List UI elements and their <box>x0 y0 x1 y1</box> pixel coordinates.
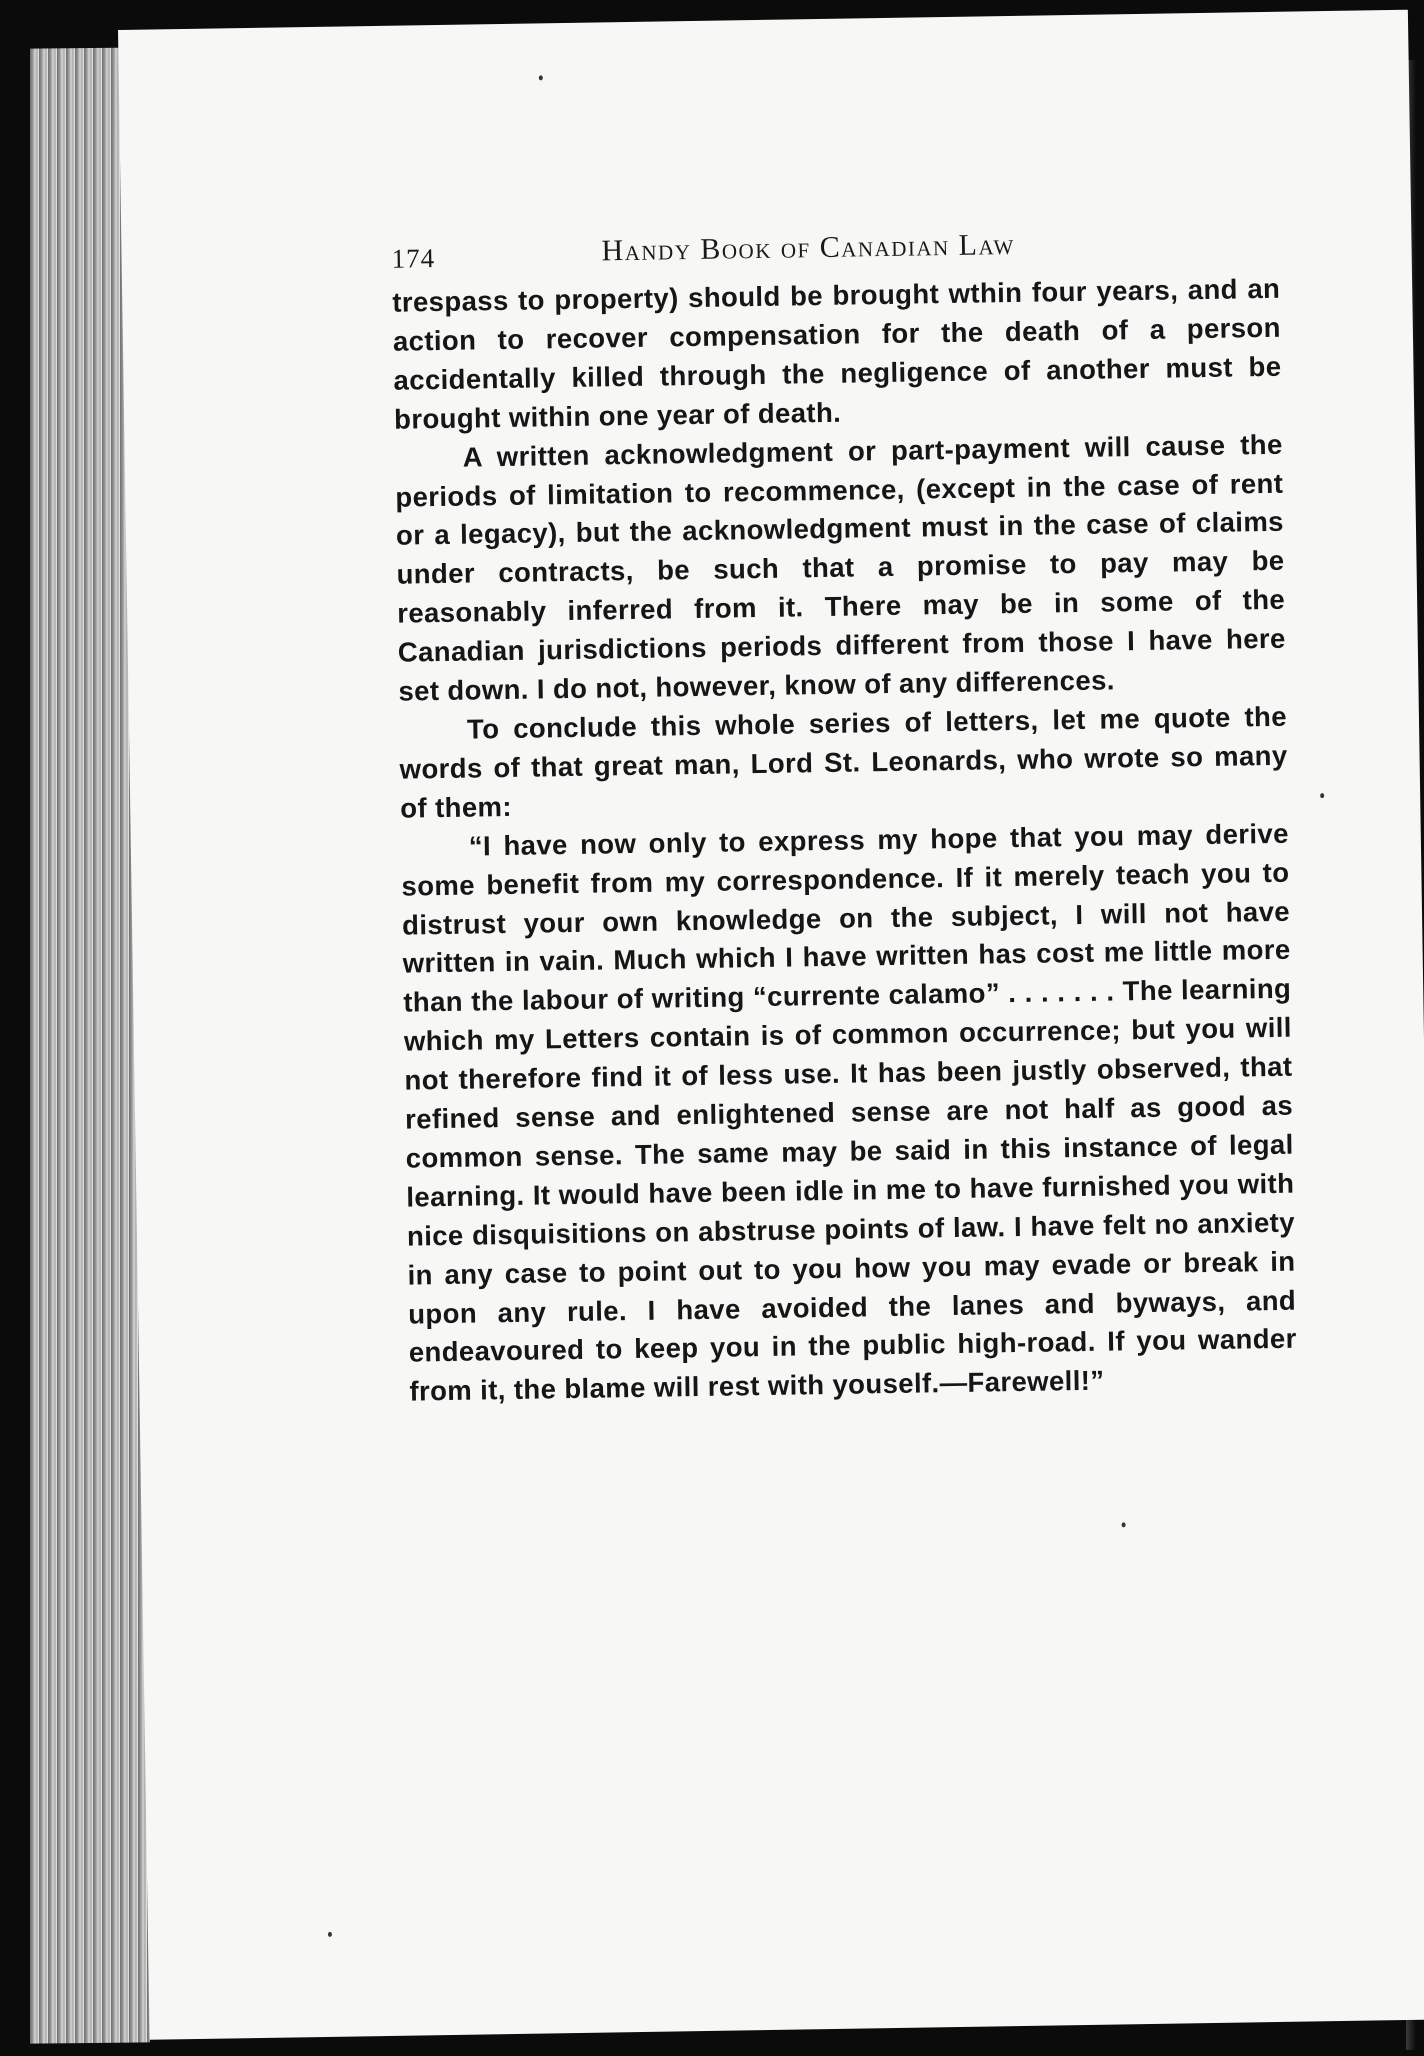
quotation-paragraph: “I have now only to express my hope that you may derive some benefit from my correspondence. If it merely teach you to distrust your own knowledge on the subject, I will not have written in vain. Much which I have written has cost me little more than the labour of writing “currente calamo” . . . . . . . The learning which my Letters contain is of common occurrence; but you will not therefore find it of less use. It has been justly observed, that refined sense and enlightened sense are not half as good as common sense. The same may be said in this instance of legal learning. It would have been idle in me to have furnished you with nice disquisitions on abstruse points of law. I have felt no anxiety in any case to point out to you how you may evade or break in upon any rule. I have avoided the lanes and byways, and endeavoured to keep you in the public high-road. If you wander from it, the blame will rest with youself.—Farewell!” <box>401 817 1297 1407</box>
paragraph-3: To conclude this whole series of letters, let me quote the words of that great man, Lord St. Leonards, who wrote so many of them: <box>399 700 1288 824</box>
scan-speck <box>1122 1522 1126 1527</box>
scan-speck <box>1320 793 1324 798</box>
page-header <box>391 226 1111 274</box>
page-number: 174 <box>391 243 436 274</box>
running-title: Handy Book of Canadian Law <box>601 227 1016 268</box>
paragraph-1: trespass to property) should be brought wthin four years, and an action to recover compensation for the death of a person accidentally killed through the negligence of another must be brought within one year of death. <box>392 272 1282 435</box>
book-page <box>118 10 1424 2040</box>
scan-speck <box>539 75 543 80</box>
paragraph-2: A written acknowledgment or part-payment will cause the periods of limitation to recommence, (except in the case of rent or a legacy), but the acknowledgment must in the case of claims under contracts, be such that a promise to pay may be reasonably inferred from it. There may be in some of the Canadian jurisdictions periods different from those I have here set down. I do not, however, know of any differences. <box>395 428 1286 707</box>
body-text <box>392 270 1298 1412</box>
scan-speck <box>328 1932 332 1937</box>
